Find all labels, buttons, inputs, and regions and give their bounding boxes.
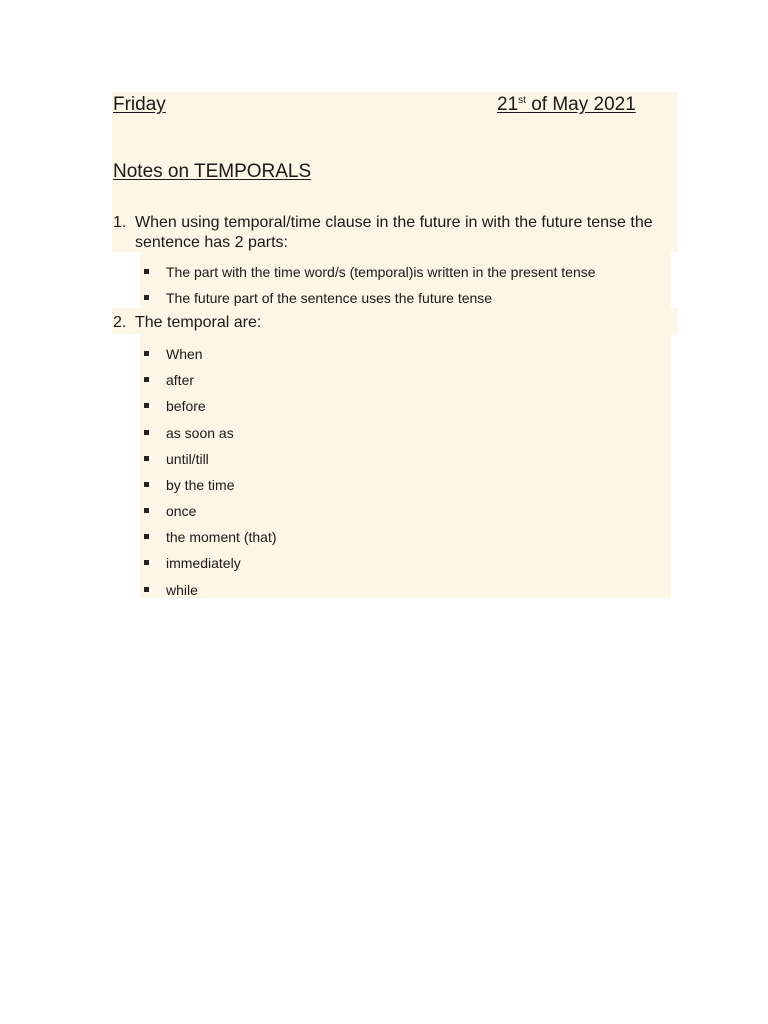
bullet-icon	[144, 534, 149, 539]
temporal-item: When	[166, 346, 203, 362]
date-rest: of May 2021	[525, 94, 636, 115]
temporal-item: once	[166, 503, 197, 519]
bullet-icon	[144, 269, 149, 274]
item1-bullet: The future part of the sentence uses the future tense	[166, 290, 493, 306]
list-number-2: 2.	[113, 314, 127, 331]
bullet-icon	[144, 430, 149, 435]
bullet-icon	[144, 295, 149, 300]
bullet-icon	[144, 482, 149, 487]
day-heading: Friday	[113, 94, 166, 115]
temporal-item: by the time	[166, 477, 235, 493]
page-title: Notes on TEMPORALS	[113, 161, 312, 182]
temporal-item: after	[166, 372, 195, 388]
item1-line1: When using temporal/time clause in the future in with the future tense the	[135, 214, 653, 231]
list-number-1: 1.	[113, 214, 127, 231]
temporal-item: while	[166, 582, 198, 598]
bullet-icon	[144, 403, 149, 408]
temporal-item: before	[166, 398, 206, 414]
temporal-item: as soon as	[166, 425, 234, 441]
date-heading	[497, 94, 636, 116]
item1-bullet: The part with the time word/s (temporal)is written in the present tense	[166, 264, 596, 280]
bullet-icon	[144, 377, 149, 382]
item1-line2: sentence has 2 parts:	[135, 234, 288, 251]
bullet-icon	[144, 456, 149, 461]
temporal-item: immediately	[166, 555, 241, 571]
date-suffix: st	[518, 95, 526, 106]
bullet-icon	[144, 508, 149, 513]
item2-text: The temporal are:	[135, 314, 262, 331]
bullet-icon	[144, 587, 149, 592]
temporal-item: the moment (that)	[166, 529, 277, 545]
temporal-item: until/till	[166, 451, 209, 467]
bullet-icon	[144, 560, 149, 565]
bullet-icon	[144, 351, 149, 356]
date-day: 21	[497, 94, 519, 115]
